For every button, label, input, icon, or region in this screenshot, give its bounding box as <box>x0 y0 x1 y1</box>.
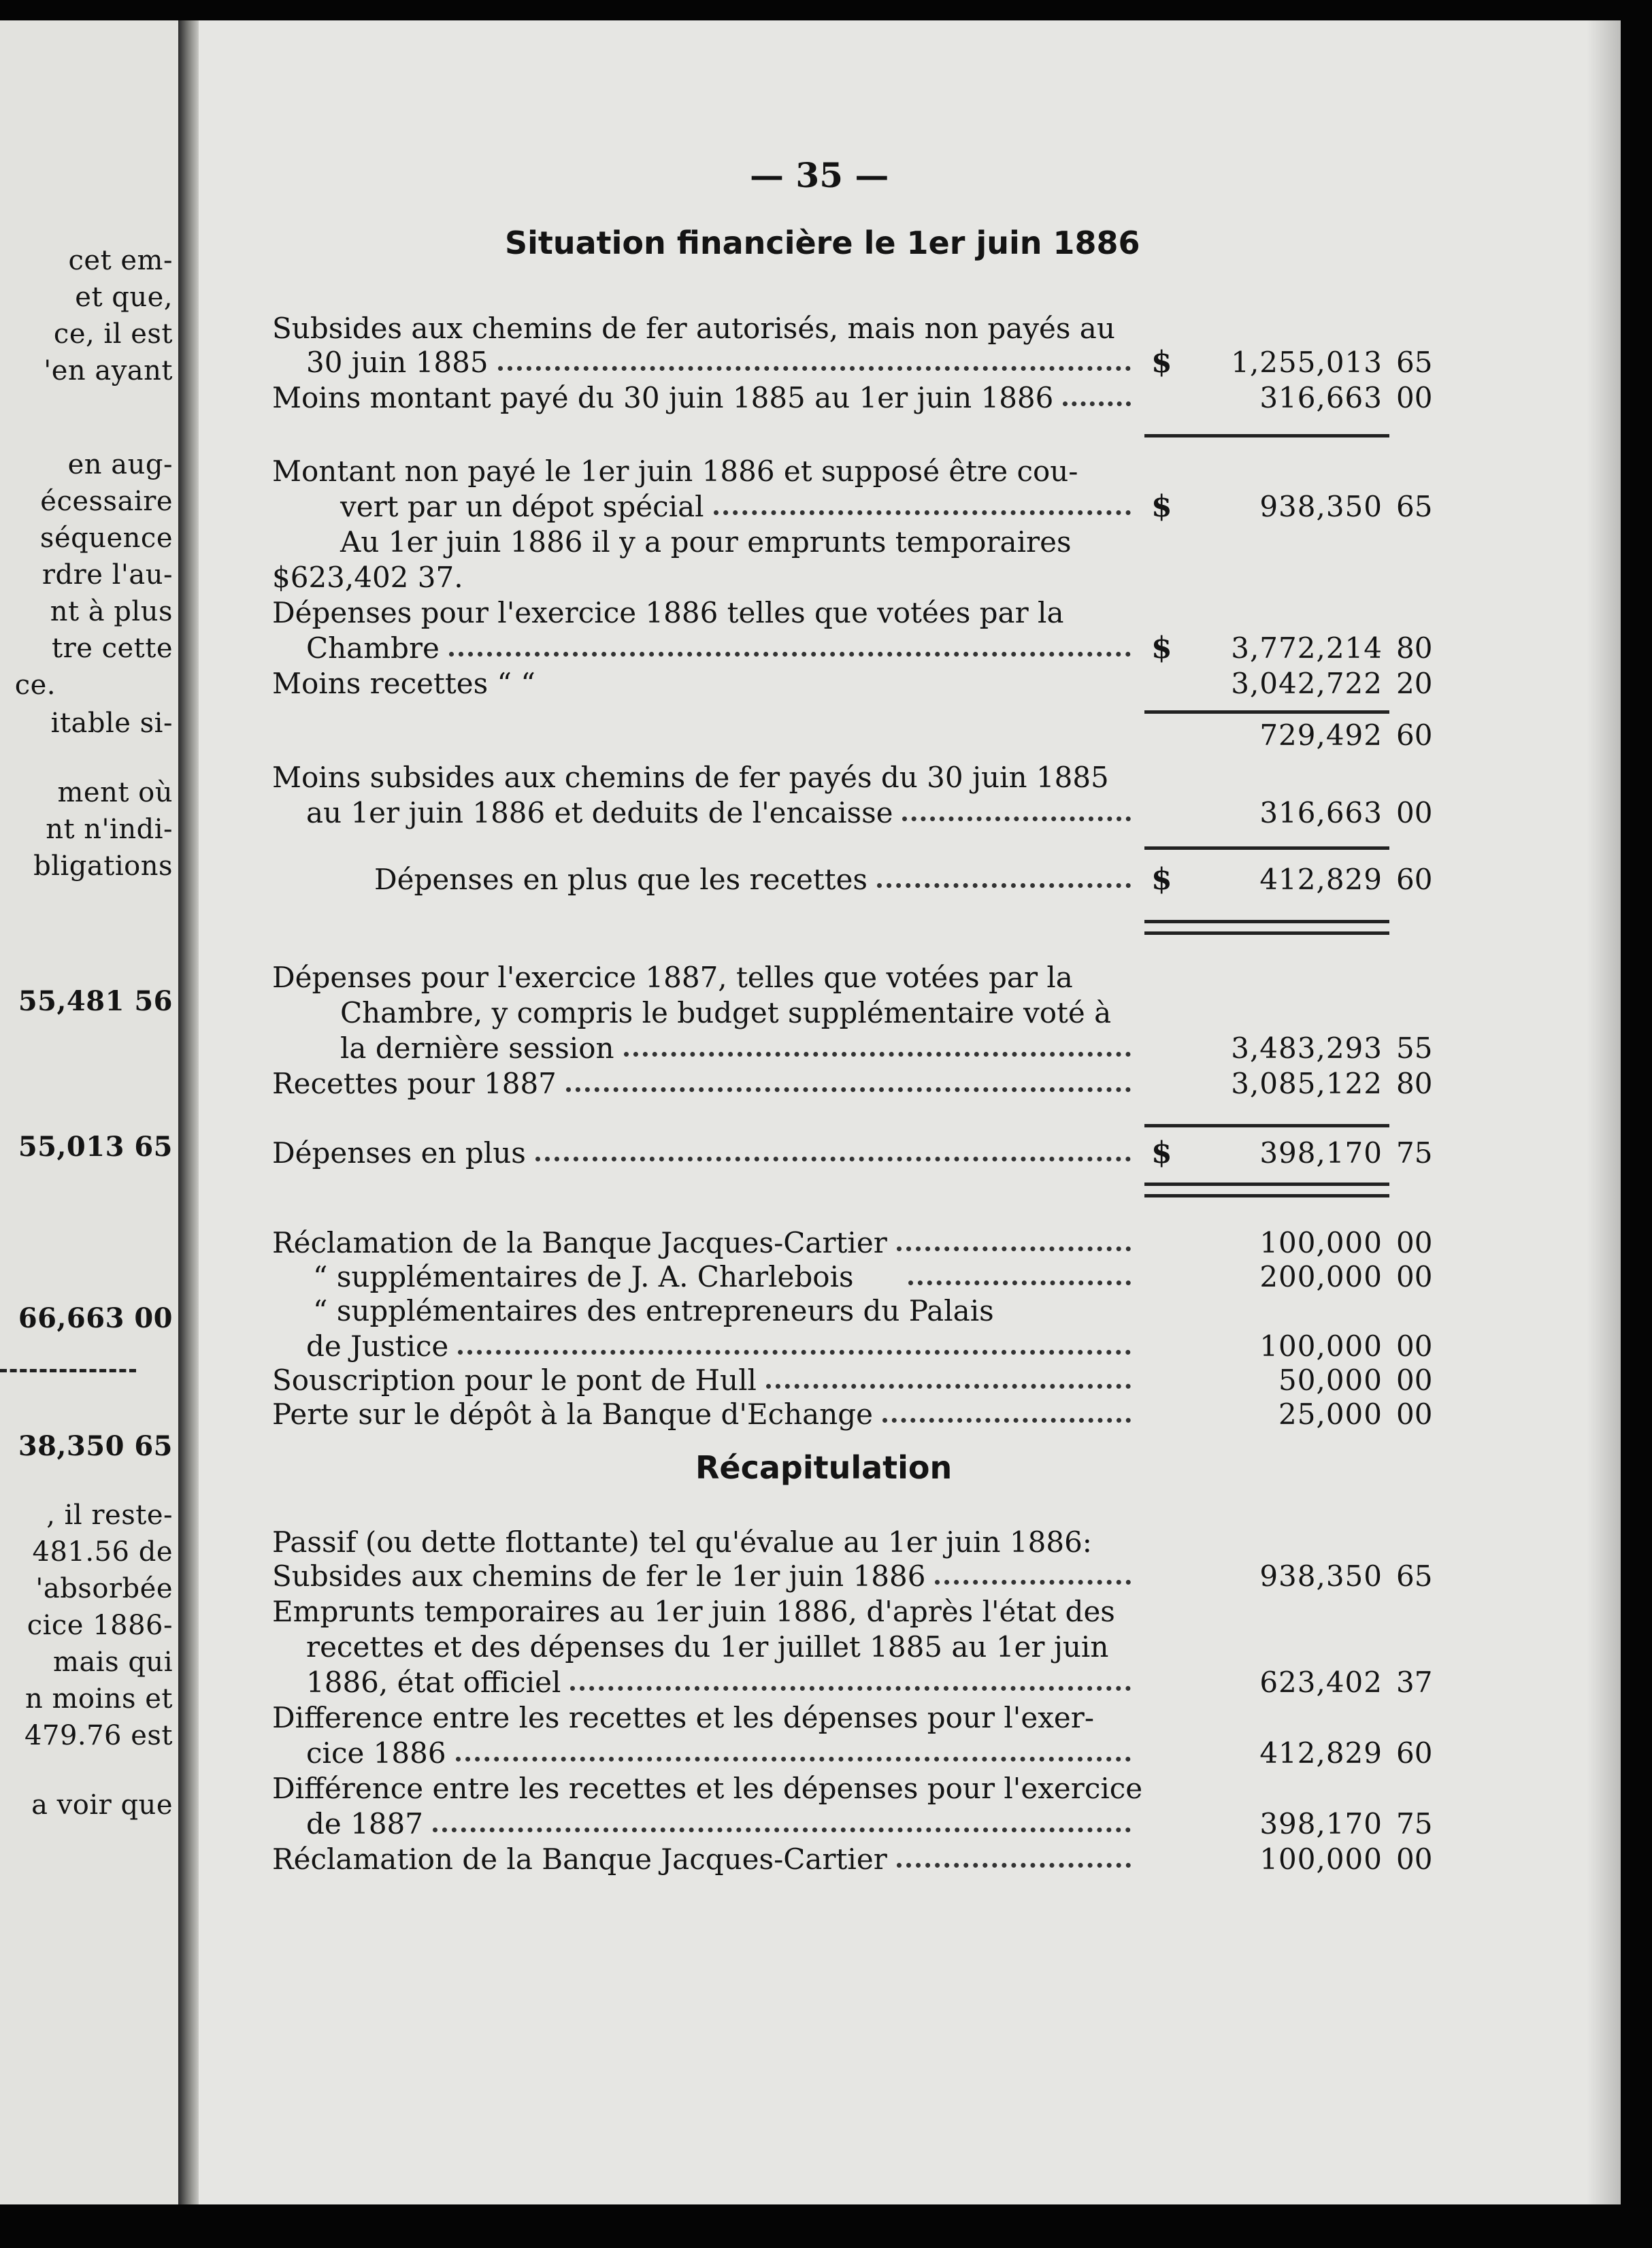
line-text: de Justice <box>306 1329 449 1363</box>
line-text: Dépenses en plus que les recettes <box>374 863 868 896</box>
document-page <box>199 20 1621 2204</box>
line-text: au 1er juin 1886 et deduits de l'encaisse <box>306 796 893 829</box>
amount-cents: 00 <box>1396 1398 1433 1431</box>
line-text: Souscription pour le pont de Hull <box>272 1363 757 1397</box>
line-text: Perte sur le dépôt à la Banque d'Echange <box>272 1398 874 1431</box>
dot-leader <box>902 816 1131 821</box>
left-fragment: séquence <box>39 523 173 554</box>
left-fragment: 'absorbée <box>35 1573 173 1604</box>
dot-leader <box>766 1384 1131 1389</box>
line-text: cice 1886 <box>306 1736 446 1770</box>
dot-leader <box>882 1418 1131 1423</box>
amount-cents: 00 <box>1396 1363 1433 1397</box>
statement-line <box>199 1525 1131 1559</box>
line-text: 30 juin 1885 <box>306 346 489 379</box>
statement-line <box>199 1260 1433 1294</box>
line-text: Dépenses pour l'exercice 1887, telles que votées par la <box>272 961 1073 994</box>
dollar-sign: $ <box>1151 489 1172 524</box>
amount-cents: 37 <box>1396 1666 1433 1699</box>
amount-dollars: 412,829 <box>1259 863 1383 896</box>
statement-line <box>199 961 1131 995</box>
statement-line <box>199 718 1433 753</box>
amount-dollars: 3,772,214 <box>1231 631 1383 665</box>
line-text: la dernière session <box>340 1031 614 1065</box>
statement-line <box>199 1398 1433 1432</box>
left-fragment: 481.56 de <box>32 1536 173 1568</box>
statement-line <box>199 1363 1433 1398</box>
line-text: recettes et des dépenses du 1er juillet 1885 au 1er juin <box>306 1630 1109 1664</box>
amount-cents: 80 <box>1396 1067 1433 1100</box>
statement-line <box>199 1736 1433 1770</box>
line-text: Difference entre les recettes et les dépenses pour l'exer- <box>272 1701 1095 1734</box>
amount-dollars: 50,000 <box>1278 1363 1383 1397</box>
left-fragment: nt n'indi- <box>46 814 173 845</box>
dot-leader <box>1063 401 1131 406</box>
dollar-sign: $ <box>1151 1136 1172 1170</box>
amount-cents: 75 <box>1396 1807 1433 1840</box>
amount-dollars: 100,000 <box>1259 1329 1383 1363</box>
left-fragment: a voir que <box>31 1789 173 1821</box>
statement-line <box>199 561 1131 595</box>
dot-leader <box>458 1350 1131 1355</box>
left-fragment: , il reste- <box>46 1500 173 1531</box>
amount-dollars: 3,085,122 <box>1231 1067 1383 1100</box>
dollar-sign: $ <box>1151 862 1172 897</box>
dot-leader <box>897 1863 1131 1868</box>
amount-dollars: 398,170 <box>1259 1807 1383 1840</box>
line-text: de 1887 <box>306 1807 423 1840</box>
line-text: Passif (ou dette flottante) tel qu'évalue au 1er juin 1886: <box>272 1525 1092 1559</box>
dot-leader <box>897 1246 1131 1251</box>
statement-line <box>199 454 1131 489</box>
amount-dollars: 100,000 <box>1259 1842 1383 1876</box>
amount-dollars: 729,492 <box>1259 718 1383 752</box>
statement-line <box>199 525 1131 559</box>
line-text: “ supplémentaires des entrepreneurs du Palais <box>313 1294 994 1327</box>
amount-cents: 60 <box>1396 718 1433 752</box>
amount-dollars: 1,255,013 <box>1231 346 1383 379</box>
left-fragment: et que, <box>75 282 173 313</box>
dollar-sign: $ <box>1151 345 1172 380</box>
dollar-sign: $ <box>1151 631 1172 665</box>
line-text: Dépenses en plus <box>272 1136 526 1170</box>
statement-line <box>199 1226 1433 1260</box>
line-text: Moins recettes “ “ <box>272 667 535 700</box>
amount-cents: 00 <box>1396 1260 1433 1293</box>
facing-page-fragment <box>0 20 178 2204</box>
left-fragment: nt à plus <box>50 596 173 627</box>
statement-line <box>199 796 1433 830</box>
line-text: Subsides aux chemins de fer le 1er juin 1886 <box>272 1559 926 1593</box>
book-gutter <box>178 20 199 2204</box>
left-fragment: n moins et <box>24 1683 173 1715</box>
left-fragment: 479.76 est <box>24 1720 173 1751</box>
dot-leader <box>456 1757 1131 1762</box>
amount-dollars: 938,350 <box>1259 1559 1383 1593</box>
statement-line <box>199 761 1131 795</box>
left-fragment: cet em- <box>68 245 173 276</box>
amount-cents: 00 <box>1396 796 1433 829</box>
dot-leader <box>449 652 1131 657</box>
statement-line <box>199 1807 1433 1841</box>
amount-dollars: 3,483,293 <box>1231 1031 1383 1065</box>
line-text: $623,402 37. <box>272 561 463 594</box>
statement-line <box>199 1559 1433 1593</box>
statement-line <box>199 1031 1433 1065</box>
statement-line <box>199 862 1433 897</box>
dot-leader <box>433 1828 1131 1832</box>
statement-line <box>199 1329 1433 1363</box>
dot-leader <box>714 510 1131 515</box>
double-rule <box>1144 1183 1389 1197</box>
page-title: Situation financière le 1er juin 1886 <box>505 225 1140 261</box>
amount-dollars: 200,000 <box>1259 1260 1383 1293</box>
left-fragment: rdre l'au- <box>42 559 173 591</box>
left-amount: 55,013 65 <box>18 1131 173 1163</box>
left-fragment: cice 1886- <box>27 1610 173 1641</box>
amount-cents: 00 <box>1396 1842 1433 1876</box>
sum-rule <box>1144 846 1389 850</box>
amount-cents: 00 <box>1396 1226 1433 1259</box>
sum-rule <box>1144 434 1389 437</box>
dot-leader <box>908 1280 1131 1285</box>
statement-line <box>199 345 1433 380</box>
dot-leader <box>498 366 1131 371</box>
amount-cents: 80 <box>1396 631 1433 665</box>
statement-line <box>199 1630 1131 1664</box>
line-text: Réclamation de la Banque Jacques-Cartier <box>272 1226 887 1259</box>
left-fragment: itable si- <box>50 708 173 739</box>
statement-line <box>199 1595 1131 1629</box>
line-text: Moins subsides aux chemins de fer payés du 30 juin 1885 <box>272 761 1109 794</box>
dot-leader <box>877 883 1131 888</box>
recap-title: Récapitulation <box>695 1449 953 1486</box>
statement-line <box>199 631 1433 665</box>
statement-line <box>199 996 1131 1030</box>
scan-border <box>0 2204 1652 2248</box>
page-edge-shadow <box>1587 20 1621 2204</box>
left-fragment: bligations <box>33 850 173 882</box>
statement-line <box>199 381 1433 415</box>
left-fragment: ment où <box>57 777 173 808</box>
left-fragment: en aug- <box>67 449 173 480</box>
amount-dollars: 100,000 <box>1259 1226 1383 1259</box>
sum-rule <box>1144 1124 1389 1127</box>
line-text: Subsides aux chemins de fer autorisés, mais non payés au <box>272 312 1115 345</box>
left-fragment: mais qui <box>53 1647 173 1678</box>
line-text: Recettes pour 1887 <box>272 1067 557 1100</box>
left-rule <box>0 1369 136 1372</box>
amount-cents: 60 <box>1396 863 1433 896</box>
amount-dollars: 316,663 <box>1259 796 1383 829</box>
line-text: Montant non payé le 1er juin 1886 et supposé être cou- <box>272 454 1078 488</box>
statement-line <box>199 1701 1131 1735</box>
amount-dollars: 3,042,722 <box>1231 667 1383 700</box>
double-rule <box>1144 920 1389 935</box>
dot-leader <box>624 1052 1131 1057</box>
line-text: Moins montant payé du 30 juin 1885 au 1er juin 1886 <box>272 381 1054 414</box>
line-text: vert par un dépot spécial <box>340 490 704 523</box>
amount-dollars: 398,170 <box>1259 1136 1383 1170</box>
line-text: Dépenses pour l'exercice 1886 telles que votées par la <box>272 596 1064 629</box>
amount-dollars: 623,402 <box>1259 1666 1383 1699</box>
amount-cents: 65 <box>1396 490 1433 523</box>
dot-leader <box>935 1580 1131 1585</box>
amount-cents: 00 <box>1396 381 1433 414</box>
statement-line <box>199 1772 1143 1806</box>
dot-leader <box>570 1686 1131 1691</box>
amount-dollars: 412,829 <box>1259 1736 1383 1770</box>
amount-cents: 20 <box>1396 667 1433 700</box>
statement-line <box>199 1294 1131 1328</box>
statement-line <box>199 1067 1433 1101</box>
statement-line <box>199 1666 1433 1700</box>
statement-line <box>199 312 1131 346</box>
amount-dollars: 25,000 <box>1278 1398 1383 1431</box>
statement-line <box>199 1136 1433 1170</box>
dot-leader <box>566 1087 1131 1092</box>
line-text: Au 1er juin 1886 il y a pour emprunts temporaires <box>340 525 1072 559</box>
left-fragment: écessaire <box>40 486 173 517</box>
line-text: 1886, état officiel <box>306 1666 561 1699</box>
line-text: Emprunts temporaires au 1er juin 1886, d'après l'état des <box>272 1595 1115 1628</box>
amount-cents: 65 <box>1396 1559 1433 1593</box>
amount-dollars: 316,663 <box>1259 381 1383 414</box>
statement-line <box>199 489 1433 524</box>
line-text: Différence entre les recettes et les dépenses pour l'exercice <box>272 1772 1143 1805</box>
left-amount: 38,350 65 <box>18 1430 173 1462</box>
statement-line <box>199 1842 1433 1877</box>
left-fragment: tre cette <box>52 633 173 664</box>
line-text: Réclamation de la Banque Jacques-Cartier <box>272 1842 887 1876</box>
sum-rule <box>1144 710 1389 714</box>
left-amount: 66,663 00 <box>18 1302 173 1334</box>
left-fragment: ce, il est <box>53 318 173 350</box>
left-amount: 55,481 56 <box>18 985 173 1017</box>
statement-line <box>199 596 1131 630</box>
line-text: “ supplémentaires de J. A. Charlebois <box>313 1260 854 1293</box>
line-text: Chambre, y compris le budget supplémentaire voté à <box>340 996 1112 1029</box>
left-fragment: ce. <box>14 670 56 701</box>
amount-cents: 75 <box>1396 1136 1433 1170</box>
left-fragment: 'en ayant <box>44 355 173 386</box>
amount-dollars: 938,350 <box>1259 490 1383 523</box>
amount-cents: 65 <box>1396 346 1433 379</box>
statement-line <box>199 667 1433 701</box>
dot-leader <box>535 1157 1131 1161</box>
amount-cents: 55 <box>1396 1031 1433 1065</box>
amount-cents: 60 <box>1396 1736 1433 1770</box>
line-text: Chambre <box>306 631 440 665</box>
page-number: — 35 — <box>750 155 889 195</box>
amount-cents: 00 <box>1396 1329 1433 1363</box>
